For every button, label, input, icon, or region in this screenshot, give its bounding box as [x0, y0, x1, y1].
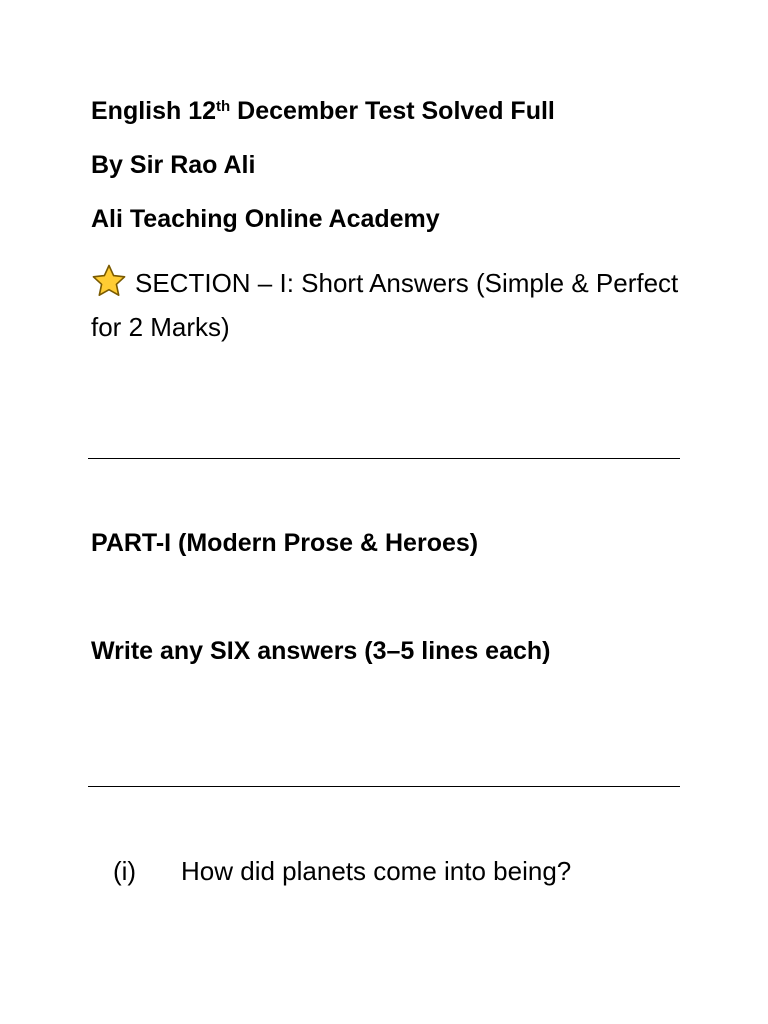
divider [88, 458, 680, 459]
document-title [91, 96, 555, 126]
academy-line: Ali Teaching Online Academy [91, 205, 440, 233]
question-number: (i) [113, 856, 137, 886]
section-heading [91, 261, 691, 349]
title-prefix: English 12 [91, 97, 217, 125]
divider [88, 786, 680, 787]
title-suffix: December Test Solved Full [230, 97, 555, 125]
star-icon [91, 263, 127, 299]
part-heading: PART-I (Modern Prose & Heroes) [91, 529, 479, 557]
title-superscript: th [216, 98, 231, 115]
author-line: By Sir Rao Ali [91, 151, 256, 179]
section-text: SECTION – I: Short Answers (Simple & Perfect for 2 Marks) [91, 268, 679, 342]
question-text: How did planets come into being? [181, 856, 572, 886]
part-instruction: Write any SIX answers (3–5 lines each) [91, 637, 551, 665]
